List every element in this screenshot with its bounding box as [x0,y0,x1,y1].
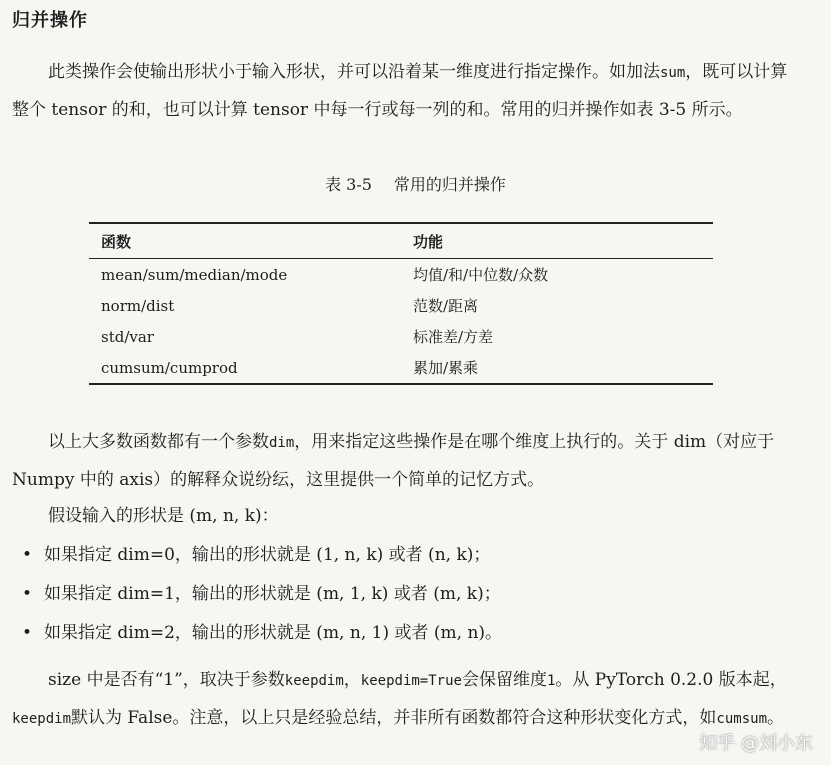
list-item: • 如果指定 dim=2，输出的形状就是 (m, n, 1) 或者 (m, n)。 [12,614,502,653]
list-item: • 如果指定 dim=0，输出的形状就是 (1, n, k) 或者 (n, k)； [12,536,502,575]
intro-paragraph [12,54,802,129]
cell-purpose: 标准差/方差 [413,328,494,346]
keepdim-text-4: 。从 PyTorch 0.2.0 版本起， [555,670,787,690]
intro-code-sum: sum [660,65,686,81]
cell-function: std/var [101,327,154,346]
keepdim-text-6: 。 [767,708,784,728]
keepdim-text-5: 默认为 False。注意，以上只是经验总结，并非所有函数都符合这种形状变化方式，如 [71,708,717,728]
intro-text-1: 此类操作会使输出形状小于输入形状，并可以沿着某一维度进行指定操作。如加法 [48,62,660,82]
keepdim-text-1: size 中是否有“1”，取决于参数 [48,670,285,690]
dim-cases-list [12,536,502,653]
list-item: • 如果指定 dim=1，输出的形状就是 (m, 1, k) 或者 (m, k)； [12,575,502,614]
dim-text-2: ，用来指定这些操作是在哪个维度上执行的。关于 dim（对应于 Numpy 中的 axis）的解释众说纷纭，这里提供一个简单的记忆方式。 [12,432,775,490]
header-function: 函数 [89,223,401,259]
cell-function: norm/dist [101,296,175,315]
header-purpose: 功能 [401,223,713,259]
table-row [89,352,713,384]
keepdim-code-3: 1 [546,673,556,689]
keepdim-code-2: keepdim=True [360,673,462,689]
cell-purpose: 均值/和/中位数/众数 [413,266,549,284]
table-row [89,321,713,352]
keepdim-code-1: keepdim [284,673,344,689]
table-row [89,290,713,321]
table-row [89,259,713,291]
assume-line: 假设输入的形状是 (m, n, k)： [48,506,279,526]
keepdim-code-5: cumsum [716,711,767,727]
section-heading: 归并操作 [12,10,88,31]
keepdim-paragraph [12,662,802,738]
watermark: 知乎 @刘小东 [699,733,813,754]
dim-code: dim [269,435,295,451]
keepdim-text-3: 会保留维度 [461,670,547,690]
dim-paragraph [12,424,802,499]
cell-function: mean/sum/median/mode [101,265,288,284]
cell-purpose: 累加/累乘 [413,359,479,377]
table-title: 常用的归并操作 [393,175,506,194]
table-header-row [89,223,713,259]
keepdim-code-4: keepdim [12,711,72,727]
reduction-ops-table [89,222,713,385]
table-number: 表 3-5 [325,175,372,194]
cell-purpose: 范数/距离 [413,297,479,315]
keepdim-text-2: ， [343,670,361,690]
table-caption [0,172,831,195]
dim-text-1: 以上大多数函数都有一个参数 [48,432,269,452]
cell-function: cumsum/cumprod [101,358,238,377]
intro-text-2: ，既可以计算整个 tensor 的和，也可以计算 tensor 中每一行或每一列的和。常用的归并操作如表 3-5 所示。 [12,62,788,120]
